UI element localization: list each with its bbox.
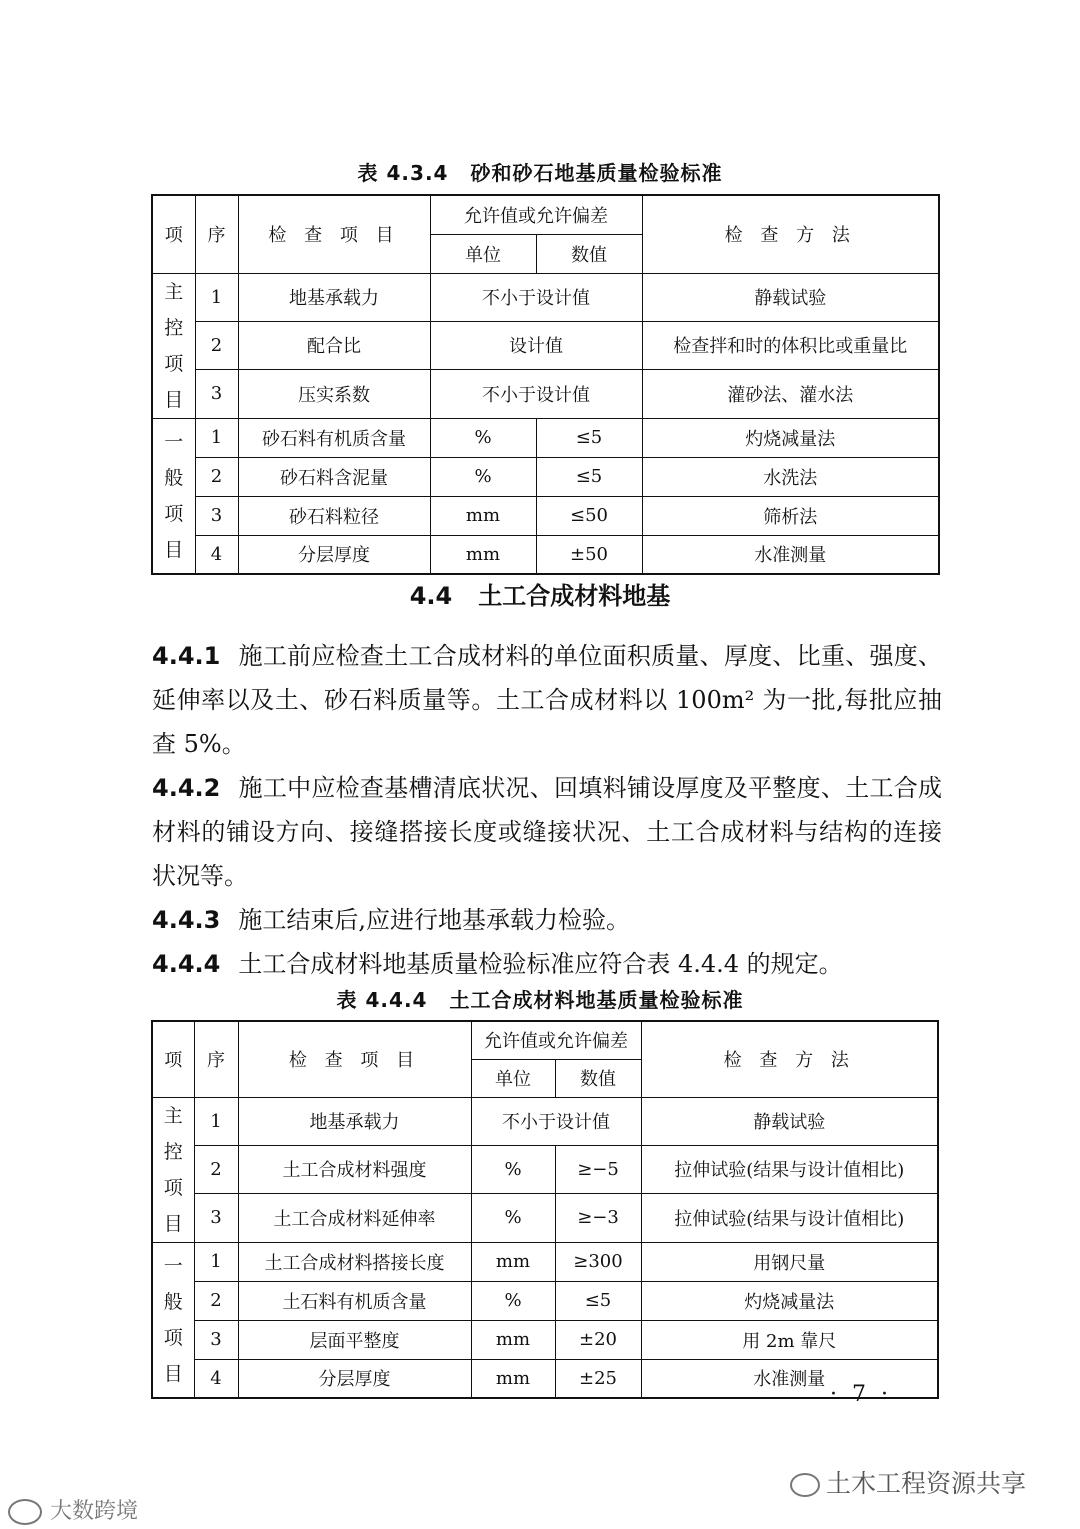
cell-item: 层面平整度 [238, 1320, 471, 1359]
watermark-right [790, 1464, 1026, 1500]
cell-unit: % [471, 1194, 555, 1242]
cell-seq: 4 [195, 535, 238, 574]
table-row [152, 535, 939, 574]
group-char: 一 [164, 430, 184, 453]
brand-logo-icon [8, 1499, 42, 1525]
cell-seq: 2 [195, 321, 238, 369]
group-char: 控 [163, 1140, 183, 1163]
table-row [152, 418, 939, 457]
group-char: 般 [163, 1290, 183, 1313]
table-row [152, 1194, 938, 1242]
cell-value: ≤5 [536, 457, 642, 496]
cell-method: 灌砂法、灌水法 [642, 370, 939, 418]
cell-method: 水准测量 [641, 1359, 938, 1398]
cell-value: ≥−3 [555, 1194, 641, 1242]
cell-method: 拉伸试验(结果与设计值相比) [641, 1194, 938, 1242]
group-char: 主 [164, 280, 184, 303]
table-row [152, 1320, 938, 1359]
group-char: 目 [163, 1212, 183, 1235]
cell-item: 砂石料含泥量 [238, 457, 430, 496]
paragraph-4-4-2 [152, 766, 942, 898]
cell-method: 筛析法 [642, 496, 939, 535]
table-row [152, 370, 939, 418]
cell-method: 用钢尺量 [641, 1242, 938, 1281]
cell-unit: mm [471, 1359, 555, 1398]
table2-header-seq: 序 [194, 1021, 238, 1097]
section-number: 4.4 [409, 582, 453, 610]
cell-value: ≥300 [555, 1242, 641, 1281]
table2-header-check-item: 检 查 项 目 [238, 1021, 471, 1097]
cell-unit: % [471, 1145, 555, 1193]
cell-unit: % [430, 457, 536, 496]
table-row [152, 273, 939, 321]
section-heading [0, 576, 1080, 611]
cell-seq: 1 [194, 1242, 238, 1281]
table2-caption [0, 984, 1080, 1013]
cell-seq: 4 [194, 1359, 238, 1398]
table1-header-method: 检 查 方 法 [642, 195, 939, 273]
table1-header-check-item: 检 查 项 目 [238, 195, 430, 273]
watermark-right-text: 土木工程资源共享 [826, 1469, 1027, 1498]
cell-item: 砂石料粒径 [238, 496, 430, 535]
cell-value: ≤50 [536, 496, 642, 535]
watermark-left [8, 1494, 138, 1525]
table1 [151, 194, 940, 575]
cell-item: 土工合成材料延伸率 [238, 1194, 471, 1242]
clause-text: 施工前应检查土工合成材料的单位面积质量、厚度、比重、强度、延伸率以及土、砂石料质量等。土工合成材料以 100m² 为一批,每批应抽查 5%。 [152, 642, 942, 758]
table-row [152, 496, 939, 535]
paragraph-4-4-4 [152, 942, 942, 986]
cell-unit: mm [471, 1320, 555, 1359]
group-char: 一 [163, 1254, 183, 1277]
paragraph-4-4-3 [152, 898, 942, 942]
table-row [152, 1359, 938, 1398]
cell-value: ≥−5 [555, 1145, 641, 1193]
table-row [152, 1097, 938, 1145]
table2 [151, 1020, 939, 1399]
group-char: 目 [164, 538, 184, 561]
cell-allowance: 不小于设计值 [430, 370, 642, 418]
table1-header-seq: 序 [195, 195, 238, 273]
group-char: 目 [164, 388, 184, 411]
table-row [152, 1145, 938, 1193]
clause-text: 土工合成材料地基质量检验标准应符合表 4.4.4 的规定。 [238, 950, 843, 978]
cell-item: 分层厚度 [238, 1359, 471, 1398]
cell-value: ≤5 [536, 418, 642, 457]
table-row [152, 457, 939, 496]
cell-seq: 1 [195, 273, 238, 321]
table2-header-unit: 单位 [471, 1059, 555, 1097]
cell-unit: % [430, 418, 536, 457]
table1-group-main [152, 273, 195, 418]
cell-item: 地基承载力 [238, 1097, 471, 1145]
table2-header-item: 项 [152, 1021, 194, 1097]
cell-seq: 2 [194, 1281, 238, 1320]
cell-value: ±25 [555, 1359, 641, 1398]
cell-item: 压实系数 [238, 370, 430, 418]
cell-value: ≤5 [555, 1281, 641, 1320]
cell-unit: % [471, 1281, 555, 1320]
cell-method: 静载试验 [641, 1097, 938, 1145]
table2-header-method: 检 查 方 法 [641, 1021, 938, 1097]
cell-unit: mm [430, 535, 536, 574]
group-char: 项 [163, 1176, 183, 1199]
group-char: 主 [163, 1104, 183, 1127]
page-number: · 7 · [830, 1382, 892, 1407]
cell-method: 检查拌和时的体积比或重量比 [642, 321, 939, 369]
table-row [152, 1242, 938, 1281]
cell-seq: 1 [195, 418, 238, 457]
clause-number: 4.4.4 [152, 950, 221, 978]
cell-value: ±20 [555, 1320, 641, 1359]
cell-method: 水准测量 [642, 535, 939, 574]
table1-group-general [152, 418, 195, 574]
cell-seq: 3 [194, 1194, 238, 1242]
cell-seq: 3 [194, 1320, 238, 1359]
group-char: 控 [164, 316, 184, 339]
cell-seq: 2 [195, 457, 238, 496]
table2-caption-title: 土工合成材料地基质量检验标准 [449, 988, 744, 1012]
table2-caption-number: 表 4.4.4 [336, 988, 428, 1012]
clause-number: 4.4.1 [152, 642, 221, 670]
table2-group-main [152, 1097, 194, 1242]
cell-method: 用 2m 靠尺 [641, 1320, 938, 1359]
table-row [152, 1281, 938, 1320]
cell-seq: 3 [195, 370, 238, 418]
clause-number: 4.4.2 [152, 774, 221, 802]
cell-allowance: 设计值 [430, 321, 642, 369]
group-char: 项 [164, 502, 184, 525]
clause-number: 4.4.3 [152, 906, 221, 934]
group-char: 般 [164, 466, 184, 489]
cell-method: 静载试验 [642, 273, 939, 321]
cell-item: 土工合成材料强度 [238, 1145, 471, 1193]
cell-item: 地基承载力 [238, 273, 430, 321]
cell-seq: 3 [195, 496, 238, 535]
body-text [152, 634, 942, 986]
cell-method: 灼烧减量法 [642, 418, 939, 457]
watermark-left-text: 大数跨境 [50, 1499, 139, 1524]
table1-header-unit: 单位 [430, 234, 536, 273]
clause-text: 施工中应检查基槽清底状况、回填料铺设厚度及平整度、土工合成材料的铺设方向、接缝搭接长度或缝接状况、土工合成材料与结构的连接状况等。 [152, 774, 942, 890]
clause-text: 施工结束后,应进行地基承载力检验。 [238, 906, 630, 934]
cell-allowance: 不小于设计值 [430, 273, 642, 321]
cell-unit: mm [471, 1242, 555, 1281]
wechat-icon [790, 1473, 820, 1497]
cell-item: 砂石料有机质含量 [238, 418, 430, 457]
cell-value: ±50 [536, 535, 642, 574]
table2-header-value: 数值 [555, 1059, 641, 1097]
table1-caption [0, 157, 1080, 186]
table1-caption-number: 表 4.3.4 [357, 161, 449, 185]
group-char: 项 [163, 1326, 183, 1349]
cell-method: 水洗法 [642, 457, 939, 496]
cell-seq: 1 [194, 1097, 238, 1145]
cell-seq: 2 [194, 1145, 238, 1193]
cell-item: 配合比 [238, 321, 430, 369]
group-char: 项 [164, 352, 184, 375]
cell-method: 灼烧减量法 [641, 1281, 938, 1320]
section-title: 土工合成材料地基 [478, 582, 671, 610]
table1-header-allowance: 允许值或允许偏差 [430, 195, 642, 234]
cell-allowance: 不小于设计值 [471, 1097, 641, 1145]
group-char: 目 [163, 1362, 183, 1385]
table2-group-general [152, 1242, 194, 1398]
cell-item: 土工合成材料搭接长度 [238, 1242, 471, 1281]
cell-item: 分层厚度 [238, 535, 430, 574]
table-row [152, 321, 939, 369]
cell-unit: mm [430, 496, 536, 535]
paragraph-4-4-1 [152, 634, 942, 766]
table1-header-value: 数值 [536, 234, 642, 273]
cell-item: 土石料有机质含量 [238, 1281, 471, 1320]
table1-header-item: 项 [152, 195, 195, 273]
cell-method: 拉伸试验(结果与设计值相比) [641, 1145, 938, 1193]
table2-header-allowance: 允许值或允许偏差 [471, 1021, 641, 1059]
table1-caption-title: 砂和砂石地基质量检验标准 [470, 161, 723, 185]
